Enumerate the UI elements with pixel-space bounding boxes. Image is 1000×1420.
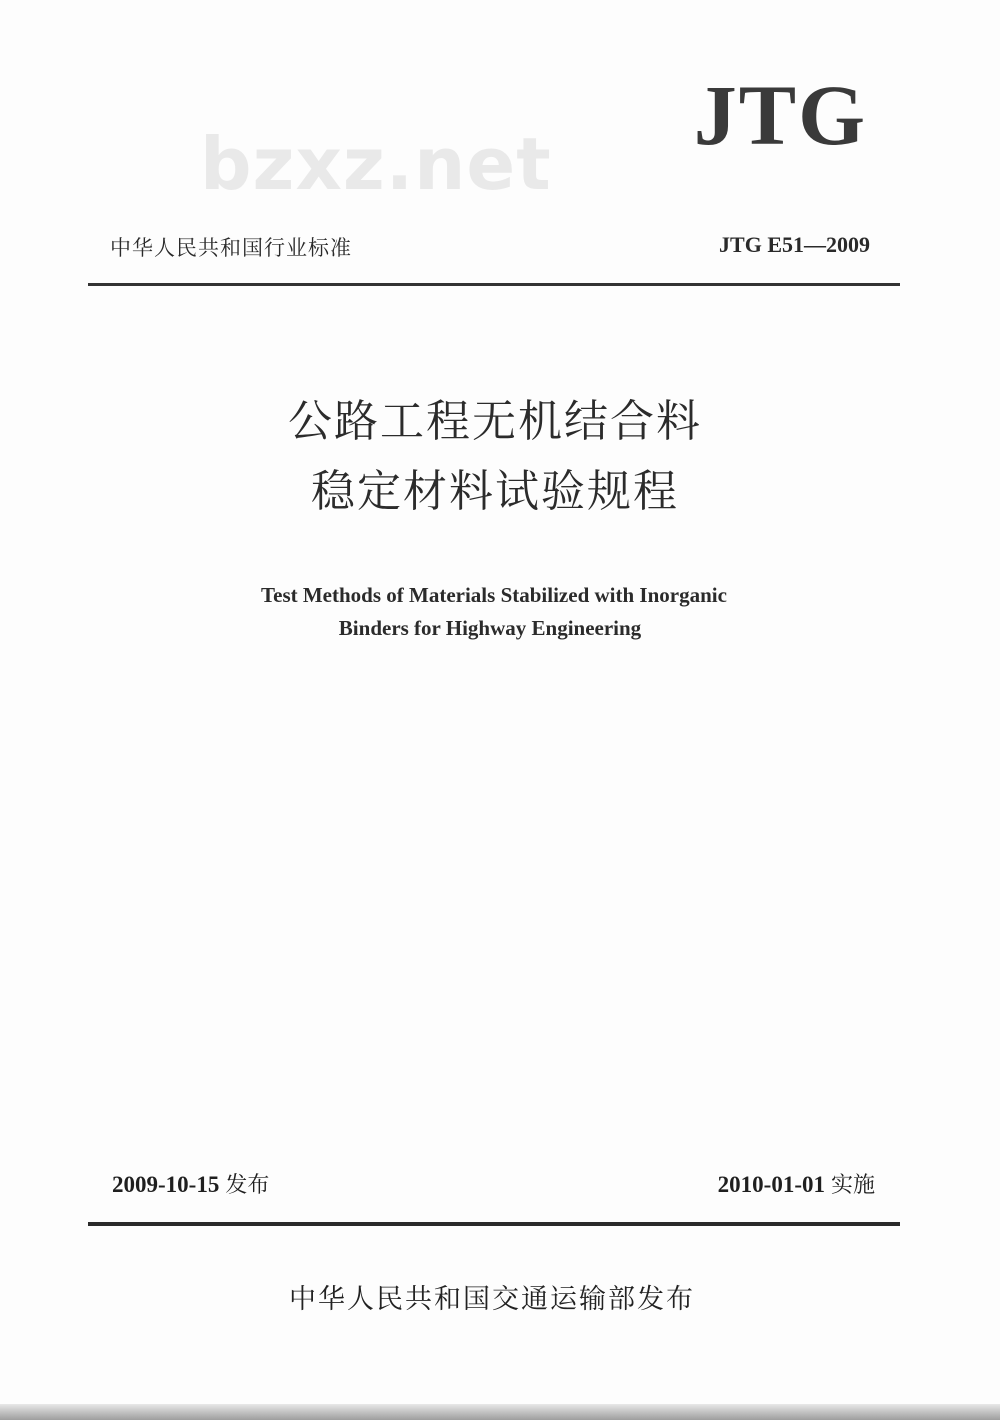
issue-date-value: 2009-10-15 <box>112 1172 220 1197</box>
watermark: bzxz.net <box>200 122 552 206</box>
scan-edge <box>0 1404 1000 1420</box>
standard-category: 中华人民共和国行业标准 <box>110 236 352 260</box>
title-cn-line-2: 稳定材料试验规程 <box>311 466 679 517</box>
title-cn-line-1: 公路工程无机结合料 <box>288 396 702 447</box>
implement-date <box>718 1168 875 1199</box>
jtg-logo: JTG <box>693 67 867 163</box>
publisher: 中华人民共和国交通运输部发布 <box>289 1284 695 1315</box>
title-en-line-2: Binders for Highway Engineering <box>338 616 642 640</box>
top-divider <box>88 283 900 286</box>
implement-label: 实施 <box>830 1173 875 1198</box>
implement-date-value: 2010-01-01 <box>717 1172 825 1197</box>
standard-code: JTG E51—2009 <box>719 232 870 257</box>
bottom-divider <box>88 1222 900 1226</box>
issue-label: 发布 <box>225 1173 270 1198</box>
issue-date <box>112 1168 269 1199</box>
title-en-line-1: Test Methods of Materials Stabilized with Inorganic <box>261 583 727 607</box>
